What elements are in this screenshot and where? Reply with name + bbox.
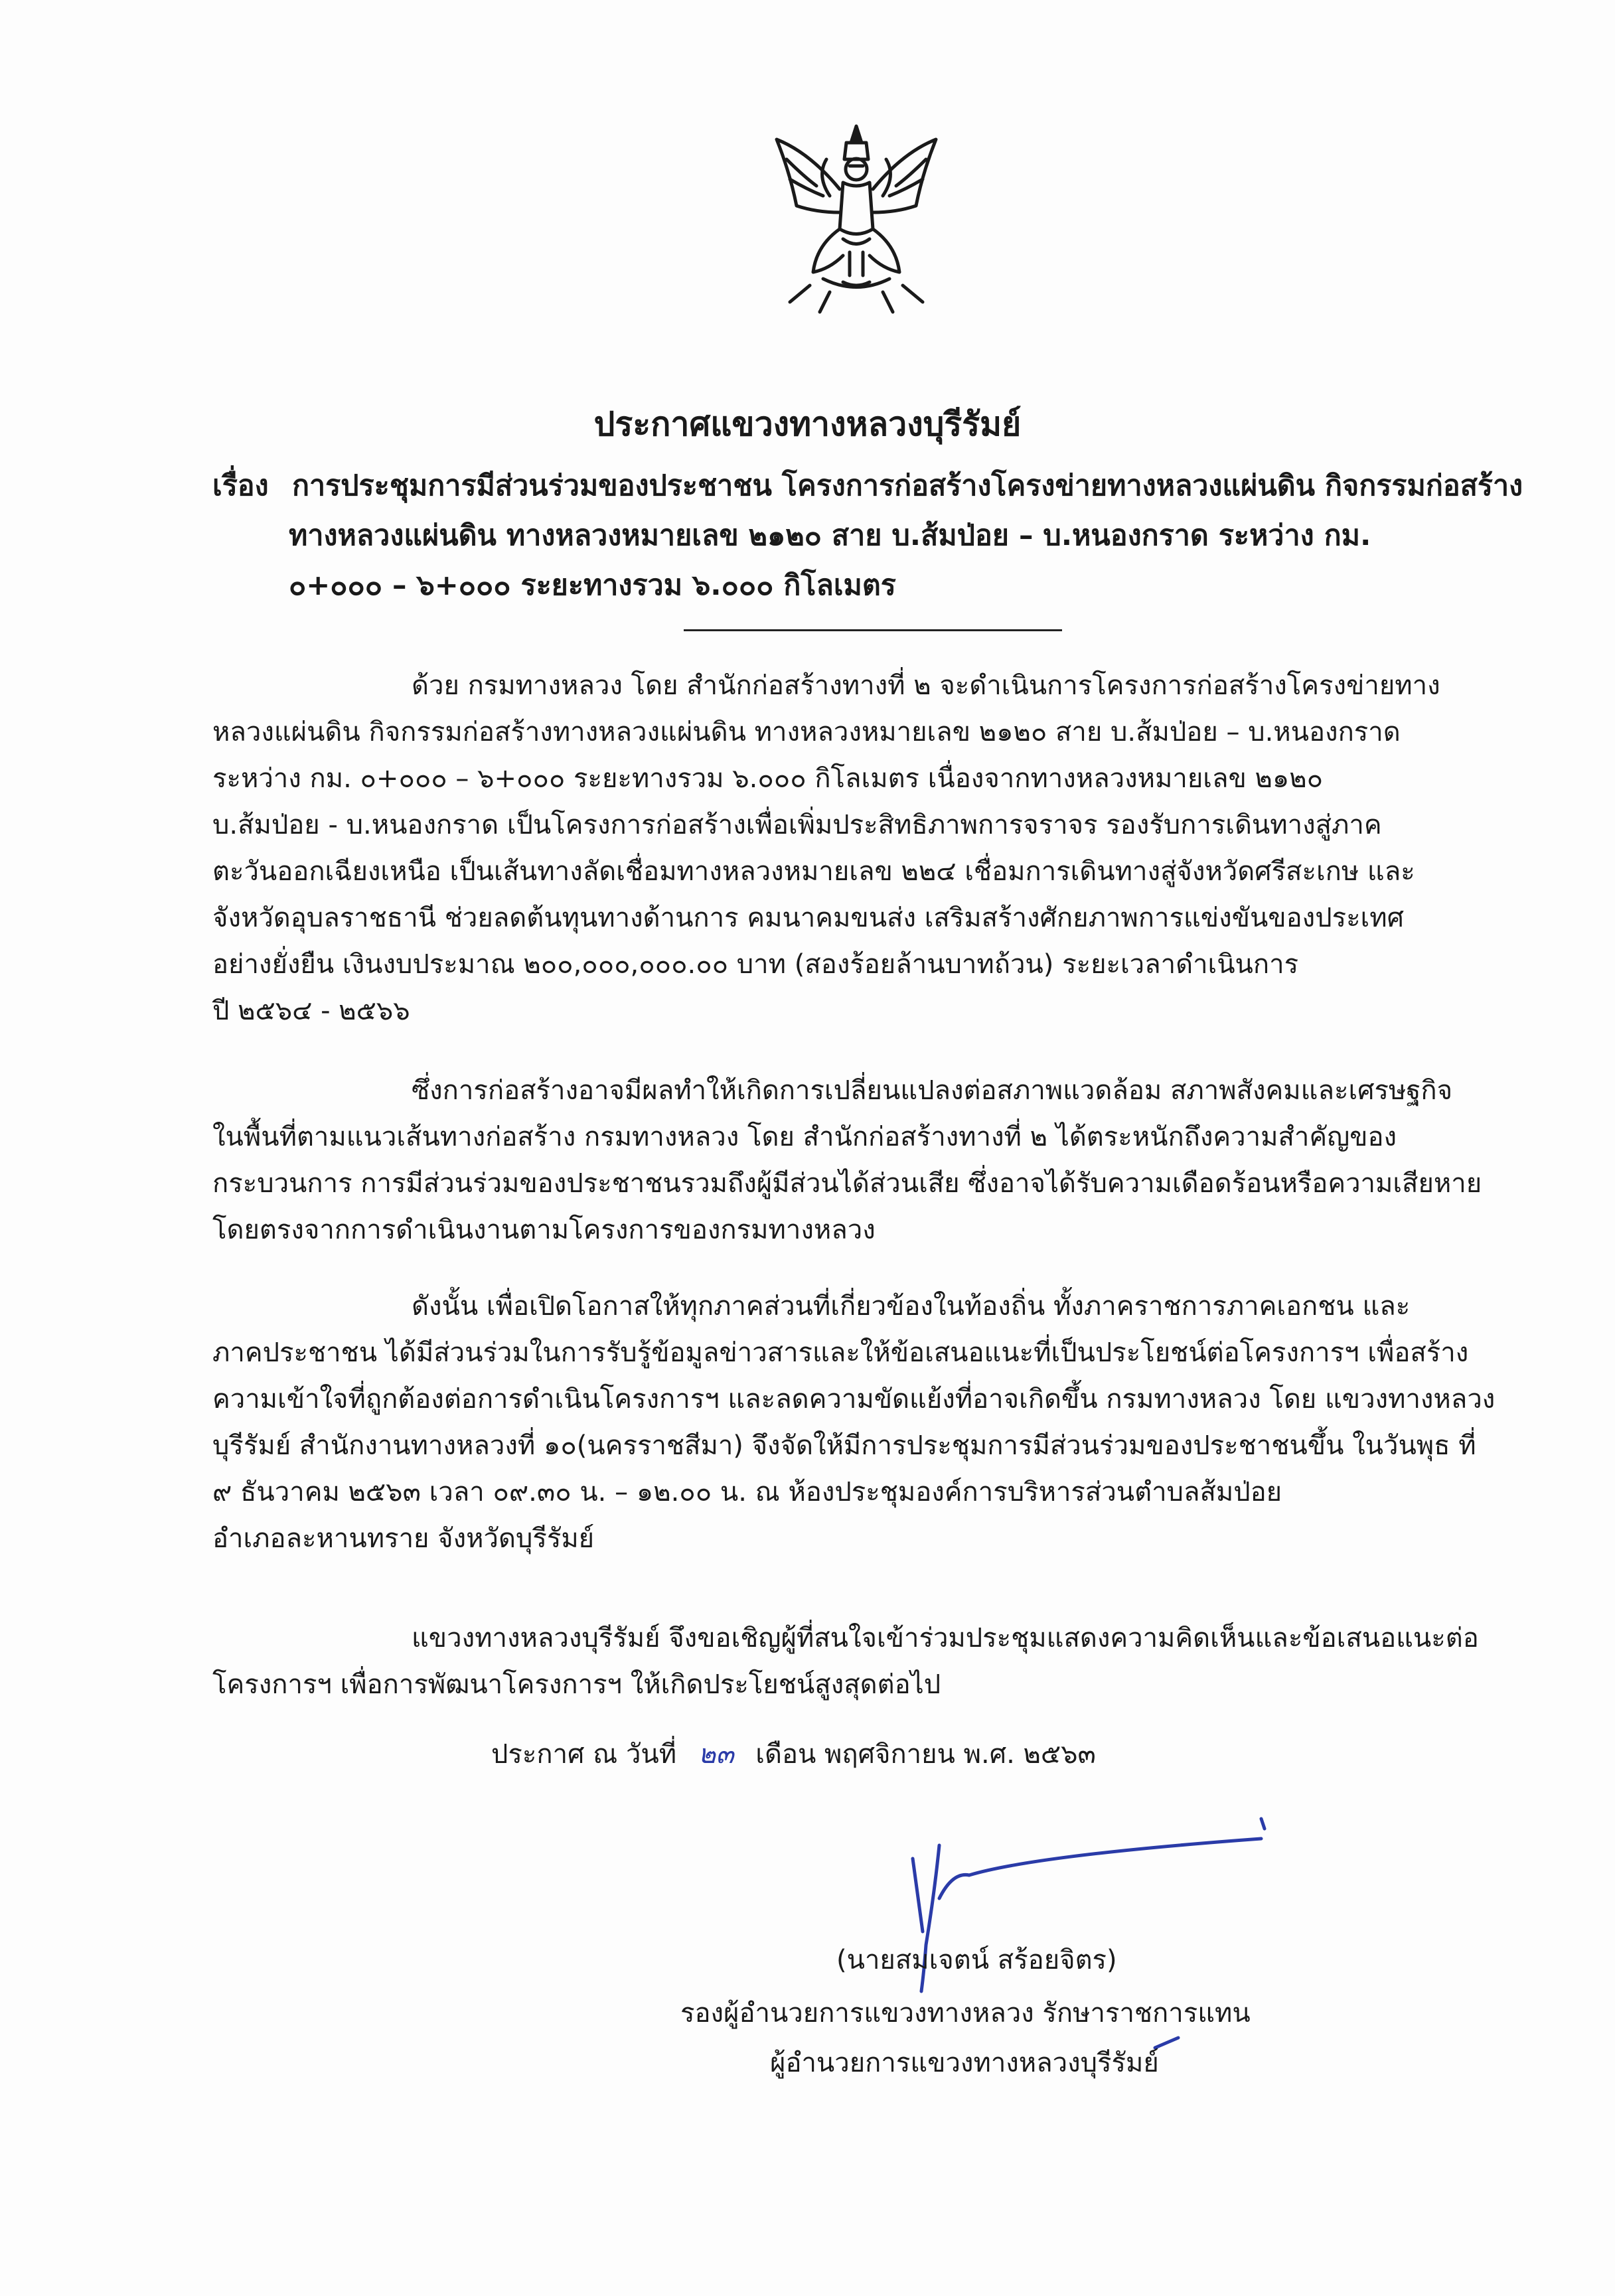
document-title: ประกาศแขวงทางหลวงบุรีรัมย์ bbox=[593, 405, 1022, 443]
paragraph-2 bbox=[212, 1067, 1482, 1253]
title-divider bbox=[684, 629, 1062, 631]
paragraph-line: แขวงทางหลวงบุรีรัมย์ จึงขอเชิญผู้ที่สนใจเข้าร่วมประชุมแสดงความคิดเห็นและข้อเสนอแนะต่อ bbox=[412, 1623, 1479, 1653]
paragraph-line: โดยตรงจากการดำเนินงานตามโครงการของกรมทางหลวง bbox=[212, 1215, 876, 1245]
paragraph-line: ด้วย กรมทางหลวง โดย สำนักก่อสร้างทางที่ ๒ จะดำเนินการโครงการก่อสร้างโครงข่ายทาง bbox=[412, 670, 1440, 701]
signatory-position-2: ผู้อำนวยการแขวงทางหลวงบุรีรัมย์ bbox=[770, 2048, 1159, 2078]
document-subject bbox=[212, 461, 1523, 611]
paragraph-line: ความเข้าใจที่ถูกต้องต่อการดำเนินโครงการฯ และลดความขัดแย้งที่อาจเกิดขึ้น กรมทางหลวง โดย แขวงทางหลวง bbox=[212, 1384, 1496, 1415]
subject-line-1 bbox=[212, 461, 1523, 511]
announcement-date bbox=[491, 1732, 1096, 1775]
paragraph-3 bbox=[212, 1283, 1496, 1562]
subject-text: การประชุมการมีส่วนร่วมของประชาชน โครงการก่อสร้างโครงข่ายทางหลวงแผ่นดิน กิจกรรมก่อสร้าง bbox=[291, 469, 1523, 502]
paragraph-line: ดังนั้น เพื่อเปิดโอกาสให้ทุกภาคส่วนที่เกี่ยวข้องในท้องถิ่น ทั้งภาคราชการภาคเอกชน และ bbox=[412, 1291, 1411, 1322]
paragraph-line: บ.ส้มป่อย - บ.หนองกราด เป็นโครงการก่อสร้างเพื่อเพิ่มประสิทธิภาพการจราจร รองรับการเดินทางสู่ภาค bbox=[212, 810, 1382, 840]
paragraph-line: จังหวัดอุบลราชธานี ช่วยลดต้นทุนทางด้านการ คมนาคมขนส่ง เสริมสร้างศักยภาพการแข่งขันของประเทศ bbox=[212, 903, 1404, 933]
paragraph-line: ตะวันออกเฉียงเหนือ เป็นเส้นทางลัดเชื่อมทางหลวงหมายเลข ๒๒๔ เชื่อมการเดินทางสู่จังหวัดศรีสะเกษ และ bbox=[212, 856, 1415, 887]
paragraph-line: อย่างยั่งยืน เงินงบประมาณ ๒๐๐,๐๐๐,๐๐๐.๐๐ บาท (สองร้อยล้านบาทถ้วน) ระยะเวลาดำเนินการ bbox=[212, 949, 1299, 980]
paragraph-line: ในพื้นที่ตามแนวเส้นทางก่อสร้าง กรมทางหลวง โดย สำนักก่อสร้างทางที่ ๒ ได้ตระหนักถึงความสำคัญของ bbox=[212, 1122, 1397, 1152]
paragraph-line: อำเภอละหานทราย จังหวัดบุรีรัมย์ bbox=[212, 1523, 595, 1554]
subject-line-2: ทางหลวงแผ่นดิน ทางหลวงหมายเลข ๒๑๒๐ สาย บ.ส้มป่อย – บ.หนองกราด ระหว่าง กม. bbox=[289, 519, 1371, 552]
signatory-name: (นายสมเจตน์ สร้อยจิตร) bbox=[836, 1945, 1117, 1975]
paragraph-4 bbox=[212, 1615, 1477, 1708]
paragraph-line: กระบวนการ การมีส่วนร่วมของประชาชนรวมถึงผู้มีส่วนได้ส่วนเสีย ซึ่งอาจได้รับความเดือดร้อนหรือความเสียหาย bbox=[212, 1168, 1482, 1199]
paragraph-line: บุรีรัมย์ สำนักงานทางหลวงที่ ๑๐(นครราชสีมา) จึงจัดให้มีการประชุมการมีส่วนร่วมของประชาชนขึ้น ในวันพุธ ที่ bbox=[212, 1430, 1476, 1461]
paragraph-line: ระหว่าง กม. ๐+๐๐๐ – ๖+๐๐๐ ระยะทางรวม ๖.๐๐๐ กิโลเมตร เนื่องจากทางหลวงหมายเลข ๒๑๒๐ bbox=[212, 763, 1324, 794]
paragraph-line: ซึ่งการก่อสร้างอาจมีผลทำให้เกิดการเปลี่ยนแปลงต่อสภาพแวดล้อม สภาพสังคมและเศรษฐกิจ bbox=[412, 1075, 1453, 1106]
announcement-prefix: ประกาศ ณ วันที่ bbox=[491, 1739, 677, 1770]
paragraph-line: โครงการฯ เพื่อการพัฒนาโครงการฯ ให้เกิดประโยชน์สูงสุดต่อไป bbox=[212, 1669, 941, 1700]
signatory-position-1: รองผู้อำนวยการแขวงทางหลวง รักษาราชการแทน bbox=[680, 1998, 1251, 2028]
paragraph-line: หลวงแผ่นดิน กิจกรรมก่อสร้างทางหลวงแผ่นดิน ทางหลวงหมายเลข ๒๑๒๐ สาย บ.ส้มป่อย – บ.หนองกราด bbox=[212, 717, 1401, 747]
announcement-day: ๒๓ bbox=[698, 1739, 734, 1770]
paragraph-1 bbox=[212, 662, 1477, 1034]
paragraph-line: ๙ ธันวาคม ๒๕๖๓ เวลา ๐๙.๓๐ น. – ๑๒.๐๐ น. ณ ห้องประชุมองค์การบริหารส่วนตำบลส้มป่อย bbox=[212, 1477, 1282, 1507]
paragraph-line: ปี ๒๕๖๔ - ๒๕๖๖ bbox=[212, 996, 410, 1026]
announcement-suffix: เดือน พฤศจิกายน พ.ศ. ๒๕๖๓ bbox=[755, 1739, 1096, 1770]
garuda-emblem-icon bbox=[750, 113, 962, 325]
paragraph-line: ภาคประชาชน ได้มีส่วนร่วมในการรับรู้ข้อมูลข่าวสารและให้ข้อเสนอแนะที่เป็นประโยชน์ต่อโครงการฯ เพื่อสร้าง bbox=[212, 1338, 1469, 1368]
subject-line-3: ๐+๐๐๐ – ๖+๐๐๐ ระยะทางรวม ๖.๐๐๐ กิโลเมตร bbox=[289, 569, 896, 602]
subject-label: เรื่อง bbox=[212, 469, 269, 502]
